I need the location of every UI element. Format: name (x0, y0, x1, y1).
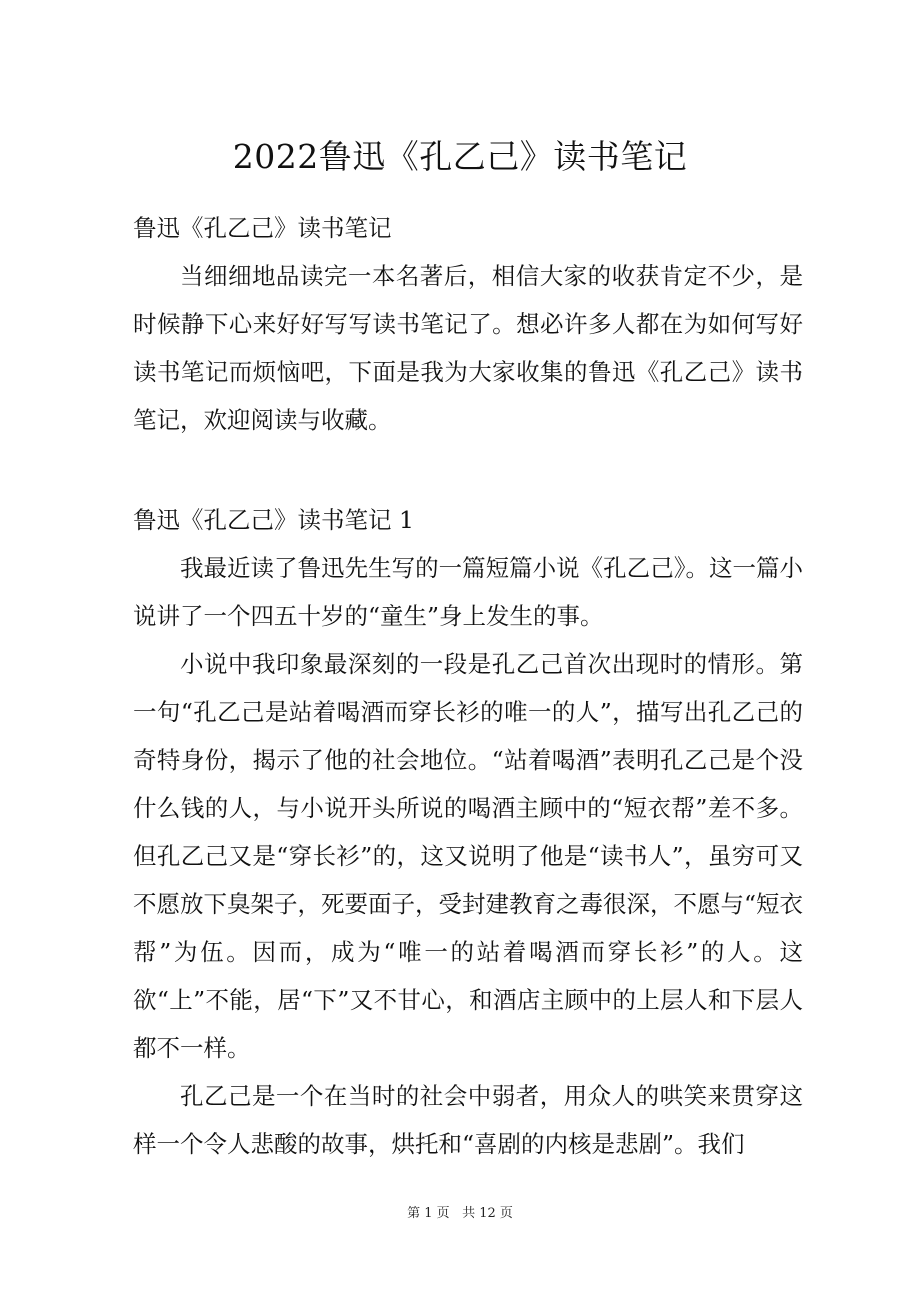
document-title: 2022鲁迅《孔乙己》读书笔记 (232, 137, 688, 176)
page-number: 第 1 页 (407, 1206, 450, 1221)
body-paragraph-2: 小说中我印象最深刻的一段是孔乙己首次出现时的情形。第一句“孔乙己是站着喝酒而穿长衫的唯一的人”，描写出孔乙己的奇特身份，揭示了他的社会地位。“站着喝酒”表明孔乙己是个没什么钱的人，与小说开头所说的喝酒主顾中的“短衣帮”差不多。但孔乙己又是“穿长衫”的，这又说明了他是“读书人”，虽穷可又不愿放下臭架子，死要面子，受封建教育之毒很深，不愿与“短衣帮”为伍。因而，成为“唯一的站着喝酒而穿长衫”的人。这欲“上”不能，居“下”又不甘心，和酒店主顾中的上层人和下层人都不一样。 (133, 650, 804, 1062)
body-paragraph-1: 我最近读了鲁迅先生写的一篇短篇小说《孔乙己》。这一篇小说讲了一个四五十岁的“童生”身上发生的事。 (133, 554, 803, 630)
page-total: 共 12 页 (462, 1206, 513, 1221)
intro-paragraph: 当细细地品读完一本名著后，相信大家的收获肯定不少，是时候静下心来好好写写读书笔记了。想必许多人都在为如何写好读书笔记而烦恼吧，下面是我为大家收集的鲁迅《孔乙己》读书笔记，欢迎阅读与收藏。 (133, 262, 803, 434)
intro-heading: 鲁迅《孔乙己》读书笔记 (133, 214, 392, 242)
page-footer (0, 1204, 920, 1224)
section-heading: 鲁迅《孔乙己》读书笔记 1 (133, 506, 414, 534)
body-paragraph-3: 孔乙己是一个在当时的社会中弱者，用众人的哄笑来贯穿这样一个令人悲酸的故事，烘托和“喜剧的内核是悲剧”。我们 (133, 1082, 803, 1158)
